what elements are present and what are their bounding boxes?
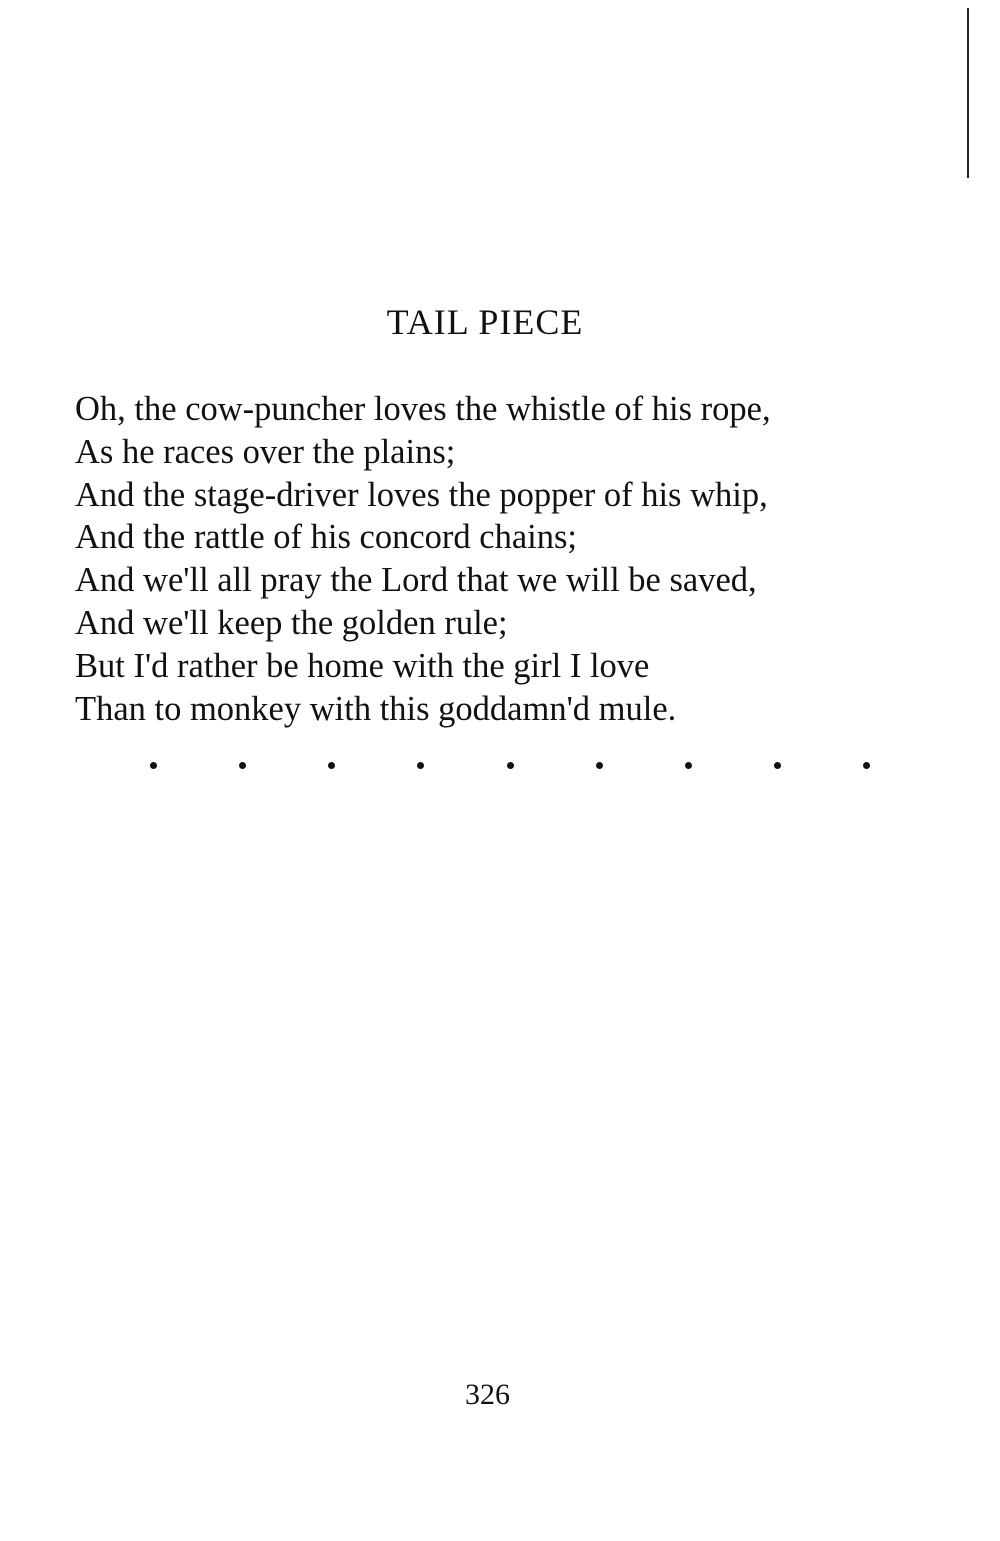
poem-line: And we'll all pray the Lord that we will be saved,: [75, 561, 757, 600]
ornament-dot: [863, 762, 870, 769]
ornament-dot: [239, 762, 246, 769]
ornament-dot: [774, 762, 781, 769]
poem-title: TAIL PIECE: [386, 302, 584, 342]
page-edge-line: [967, 8, 969, 178]
ornament-dot: [150, 762, 157, 769]
ornament-dot: [417, 762, 424, 769]
poem-line: As he races over the plains;: [75, 432, 456, 471]
poem-line: And we'll keep the golden rule;: [75, 603, 508, 642]
ornament-dot: [507, 762, 514, 769]
poem-line: And the stage-driver loves the popper of his whip,: [75, 475, 768, 514]
ornament-dot: [685, 762, 692, 769]
ornament-dot: [596, 762, 603, 769]
poem-line: Oh, the cow-puncher loves the whistle of his rope,: [75, 390, 771, 428]
poem-stanza: [75, 388, 975, 730]
poem-line: And the rattle of his concord chains;: [75, 518, 578, 557]
page-number: 326: [465, 1378, 510, 1411]
ornament-dots-row: [150, 755, 870, 775]
ornament-dot: [328, 762, 335, 769]
poem-line: Than to monkey with this goddamn'd mule.: [75, 689, 677, 728]
poem-line: But I'd rather be home with the girl I love: [75, 646, 650, 685]
